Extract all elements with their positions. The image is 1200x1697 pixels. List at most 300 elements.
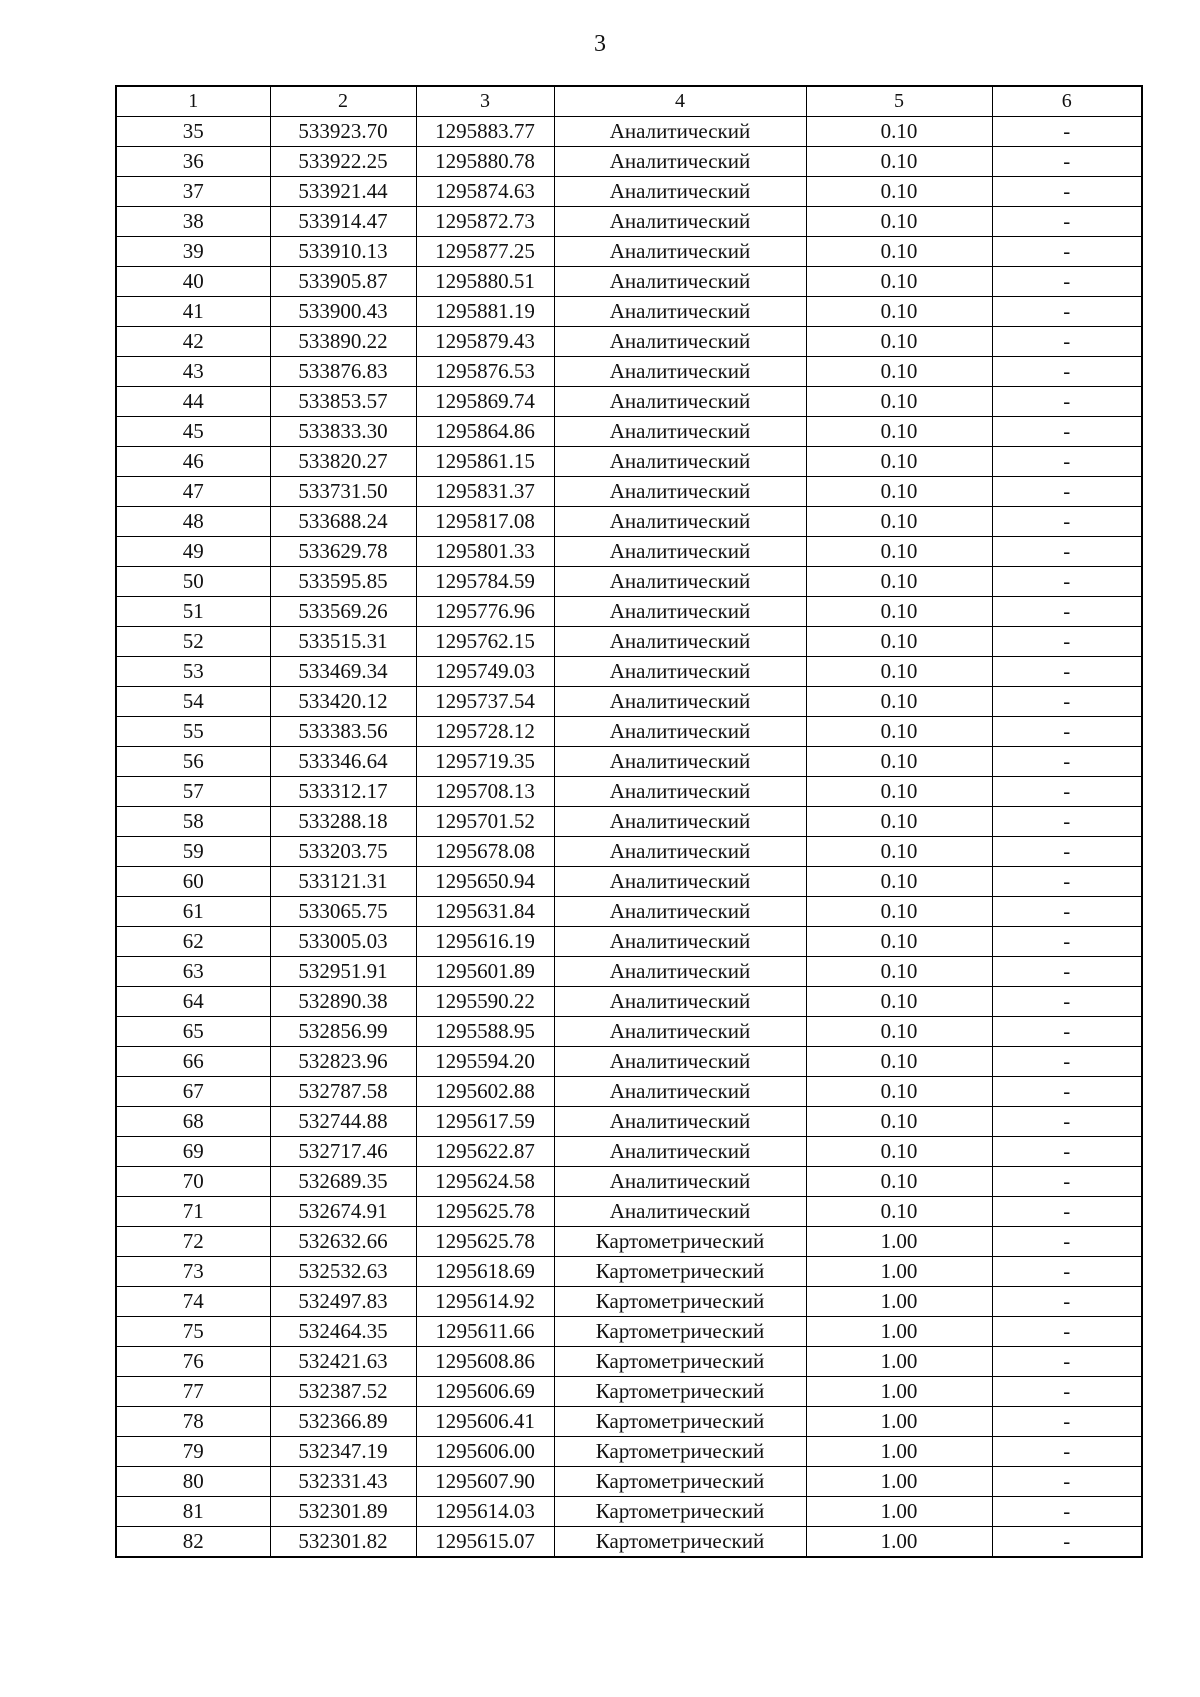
y-coordinate-cell: 1295880.51 [416,267,554,297]
note-cell: - [992,537,1142,567]
y-coordinate-cell: 1295872.73 [416,207,554,237]
point-number-cell: 63 [116,957,270,987]
table-row [116,1467,1142,1497]
method-cell: Аналитический [554,1047,806,1077]
x-coordinate-cell: 533914.47 [270,207,416,237]
y-coordinate-cell: 1295601.89 [416,957,554,987]
note-cell: - [992,1437,1142,1467]
x-coordinate-cell: 533469.34 [270,657,416,687]
note-cell: - [992,1527,1142,1558]
x-coordinate-cell: 532744.88 [270,1107,416,1137]
x-coordinate-cell: 533203.75 [270,837,416,867]
table-row [116,1437,1142,1467]
accuracy-cell: 1.00 [806,1377,992,1407]
table-row [116,987,1142,1017]
y-coordinate-cell: 1295606.69 [416,1377,554,1407]
y-coordinate-cell: 1295622.87 [416,1137,554,1167]
y-coordinate-cell: 1295876.53 [416,357,554,387]
table-row [116,687,1142,717]
point-number-cell: 67 [116,1077,270,1107]
x-coordinate-cell: 533853.57 [270,387,416,417]
y-coordinate-cell: 1295880.78 [416,147,554,177]
point-number-cell: 59 [116,837,270,867]
method-cell: Аналитический [554,657,806,687]
method-cell: Аналитический [554,207,806,237]
coordinates-table [115,85,1143,1558]
table-body [116,86,1142,1557]
y-coordinate-cell: 1295616.19 [416,927,554,957]
method-cell: Аналитический [554,687,806,717]
point-number-cell: 64 [116,987,270,1017]
table-row [116,327,1142,357]
note-cell: - [992,327,1142,357]
accuracy-cell: 0.10 [806,477,992,507]
x-coordinate-cell: 533910.13 [270,237,416,267]
table-row [116,1137,1142,1167]
x-coordinate-cell: 532301.89 [270,1497,416,1527]
table-row [116,777,1142,807]
accuracy-cell: 0.10 [806,267,992,297]
note-cell: - [992,1257,1142,1287]
x-coordinate-cell: 533876.83 [270,357,416,387]
point-number-cell: 70 [116,1167,270,1197]
y-coordinate-cell: 1295708.13 [416,777,554,807]
table-row [116,297,1142,327]
method-cell: Картометрический [554,1437,806,1467]
x-coordinate-cell: 533922.25 [270,147,416,177]
accuracy-cell: 0.10 [806,417,992,447]
y-coordinate-cell: 1295881.19 [416,297,554,327]
method-cell: Аналитический [554,267,806,297]
method-cell: Аналитический [554,417,806,447]
table-row [116,267,1142,297]
x-coordinate-cell: 532366.89 [270,1407,416,1437]
accuracy-cell: 1.00 [806,1437,992,1467]
y-coordinate-cell: 1295776.96 [416,597,554,627]
x-coordinate-cell: 533629.78 [270,537,416,567]
x-coordinate-cell: 532301.82 [270,1527,416,1558]
x-coordinate-cell: 533569.26 [270,597,416,627]
accuracy-cell: 0.10 [806,627,992,657]
x-coordinate-cell: 533312.17 [270,777,416,807]
y-coordinate-cell: 1295631.84 [416,897,554,927]
y-coordinate-cell: 1295719.35 [416,747,554,777]
x-coordinate-cell: 533905.87 [270,267,416,297]
method-cell: Картометрический [554,1497,806,1527]
accuracy-cell: 0.10 [806,567,992,597]
note-cell: - [992,747,1142,777]
x-coordinate-cell: 533820.27 [270,447,416,477]
header-cell-col2: 2 [270,86,416,117]
point-number-cell: 78 [116,1407,270,1437]
point-number-cell: 45 [116,417,270,447]
point-number-cell: 82 [116,1527,270,1558]
table-header-row [116,86,1142,117]
accuracy-cell: 0.10 [806,387,992,417]
accuracy-cell: 0.10 [806,777,992,807]
table-row [116,1017,1142,1047]
table-row [116,1497,1142,1527]
y-coordinate-cell: 1295877.25 [416,237,554,267]
accuracy-cell: 0.10 [806,657,992,687]
note-cell: - [992,1407,1142,1437]
point-number-cell: 55 [116,717,270,747]
point-number-cell: 38 [116,207,270,237]
y-coordinate-cell: 1295618.69 [416,1257,554,1287]
y-coordinate-cell: 1295874.63 [416,177,554,207]
table-row [116,147,1142,177]
x-coordinate-cell: 533731.50 [270,477,416,507]
note-cell: - [992,957,1142,987]
table-row [116,927,1142,957]
method-cell: Аналитический [554,147,806,177]
accuracy-cell: 0.10 [806,867,992,897]
x-coordinate-cell: 533515.31 [270,627,416,657]
method-cell: Аналитический [554,927,806,957]
note-cell: - [992,267,1142,297]
x-coordinate-cell: 532532.63 [270,1257,416,1287]
point-number-cell: 37 [116,177,270,207]
y-coordinate-cell: 1295614.03 [416,1497,554,1527]
x-coordinate-cell: 533346.64 [270,747,416,777]
point-number-cell: 47 [116,477,270,507]
point-number-cell: 65 [116,1017,270,1047]
y-coordinate-cell: 1295606.41 [416,1407,554,1437]
y-coordinate-cell: 1295749.03 [416,657,554,687]
x-coordinate-cell: 533065.75 [270,897,416,927]
note-cell: - [992,1227,1142,1257]
note-cell: - [992,807,1142,837]
y-coordinate-cell: 1295883.77 [416,117,554,147]
table-row [116,627,1142,657]
y-coordinate-cell: 1295588.95 [416,1017,554,1047]
x-coordinate-cell: 532674.91 [270,1197,416,1227]
y-coordinate-cell: 1295869.74 [416,387,554,417]
method-cell: Картометрический [554,1227,806,1257]
y-coordinate-cell: 1295728.12 [416,717,554,747]
point-number-cell: 41 [116,297,270,327]
note-cell: - [992,927,1142,957]
accuracy-cell: 0.10 [806,807,992,837]
note-cell: - [992,117,1142,147]
point-number-cell: 51 [116,597,270,627]
table-row [116,1347,1142,1377]
accuracy-cell: 0.10 [806,717,992,747]
x-coordinate-cell: 532787.58 [270,1077,416,1107]
header-cell-col1: 1 [116,86,270,117]
note-cell: - [992,867,1142,897]
accuracy-cell: 0.10 [806,237,992,267]
y-coordinate-cell: 1295817.08 [416,507,554,537]
x-coordinate-cell: 532497.83 [270,1287,416,1317]
note-cell: - [992,177,1142,207]
method-cell: Аналитический [554,807,806,837]
y-coordinate-cell: 1295784.59 [416,567,554,597]
note-cell: - [992,657,1142,687]
accuracy-cell: 0.10 [806,987,992,1017]
point-number-cell: 66 [116,1047,270,1077]
method-cell: Аналитический [554,837,806,867]
x-coordinate-cell: 533005.03 [270,927,416,957]
method-cell: Аналитический [554,357,806,387]
table-row [116,567,1142,597]
point-number-cell: 72 [116,1227,270,1257]
accuracy-cell: 1.00 [806,1257,992,1287]
method-cell: Картометрический [554,1257,806,1287]
note-cell: - [992,897,1142,927]
x-coordinate-cell: 532632.66 [270,1227,416,1257]
method-cell: Аналитический [554,447,806,477]
table-row [116,507,1142,537]
table-row [116,387,1142,417]
x-coordinate-cell: 533688.24 [270,507,416,537]
x-coordinate-cell: 533833.30 [270,417,416,447]
table-row [116,837,1142,867]
note-cell: - [992,987,1142,1017]
method-cell: Картометрический [554,1347,806,1377]
accuracy-cell: 1.00 [806,1287,992,1317]
point-number-cell: 50 [116,567,270,597]
note-cell: - [992,237,1142,267]
table-row [116,1227,1142,1257]
y-coordinate-cell: 1295701.52 [416,807,554,837]
x-coordinate-cell: 532464.35 [270,1317,416,1347]
method-cell: Картометрический [554,1287,806,1317]
note-cell: - [992,567,1142,597]
method-cell: Аналитический [554,297,806,327]
point-number-cell: 71 [116,1197,270,1227]
table-row [116,1197,1142,1227]
point-number-cell: 69 [116,1137,270,1167]
point-number-cell: 81 [116,1497,270,1527]
note-cell: - [992,477,1142,507]
page-number: 3 [594,31,606,57]
point-number-cell: 73 [116,1257,270,1287]
accuracy-cell: 1.00 [806,1497,992,1527]
y-coordinate-cell: 1295678.08 [416,837,554,867]
table-row [116,807,1142,837]
method-cell: Картометрический [554,1377,806,1407]
accuracy-cell: 0.10 [806,177,992,207]
note-cell: - [992,1317,1142,1347]
table-row [116,957,1142,987]
accuracy-cell: 0.10 [806,327,992,357]
point-number-cell: 52 [116,627,270,657]
accuracy-cell: 0.10 [806,1077,992,1107]
x-coordinate-cell: 533921.44 [270,177,416,207]
method-cell: Аналитический [554,987,806,1017]
point-number-cell: 48 [116,507,270,537]
table-row [116,717,1142,747]
accuracy-cell: 0.10 [806,357,992,387]
x-coordinate-cell: 532717.46 [270,1137,416,1167]
accuracy-cell: 0.10 [806,1047,992,1077]
table-row [116,1077,1142,1107]
point-number-cell: 42 [116,327,270,357]
table-row [116,417,1142,447]
method-cell: Картометрический [554,1407,806,1437]
x-coordinate-cell: 533595.85 [270,567,416,597]
x-coordinate-cell: 532689.35 [270,1167,416,1197]
table-row [116,477,1142,507]
method-cell: Аналитический [554,1077,806,1107]
y-coordinate-cell: 1295602.88 [416,1077,554,1107]
y-coordinate-cell: 1295624.58 [416,1167,554,1197]
y-coordinate-cell: 1295864.86 [416,417,554,447]
note-cell: - [992,627,1142,657]
method-cell: Картометрический [554,1527,806,1558]
point-number-cell: 74 [116,1287,270,1317]
table-row [116,117,1142,147]
table-row [116,1047,1142,1077]
method-cell: Аналитический [554,537,806,567]
accuracy-cell: 0.10 [806,837,992,867]
note-cell: - [992,1107,1142,1137]
point-number-cell: 77 [116,1377,270,1407]
table-row [116,1107,1142,1137]
table-row [116,447,1142,477]
point-number-cell: 39 [116,237,270,267]
table-row [116,357,1142,387]
x-coordinate-cell: 532951.91 [270,957,416,987]
method-cell: Аналитический [554,387,806,417]
note-cell: - [992,1017,1142,1047]
x-coordinate-cell: 533900.43 [270,297,416,327]
method-cell: Аналитический [554,1167,806,1197]
x-coordinate-cell: 533121.31 [270,867,416,897]
accuracy-cell: 1.00 [806,1227,992,1257]
point-number-cell: 46 [116,447,270,477]
note-cell: - [992,207,1142,237]
table-row [116,177,1142,207]
accuracy-cell: 0.10 [806,687,992,717]
point-number-cell: 57 [116,777,270,807]
y-coordinate-cell: 1295879.43 [416,327,554,357]
point-number-cell: 56 [116,747,270,777]
point-number-cell: 36 [116,147,270,177]
method-cell: Аналитический [554,867,806,897]
y-coordinate-cell: 1295594.20 [416,1047,554,1077]
accuracy-cell: 0.10 [806,927,992,957]
point-number-cell: 49 [116,537,270,567]
accuracy-cell: 0.10 [806,1107,992,1137]
point-number-cell: 53 [116,657,270,687]
table-row [116,597,1142,627]
accuracy-cell: 0.10 [806,747,992,777]
point-number-cell: 43 [116,357,270,387]
note-cell: - [992,597,1142,627]
note-cell: - [992,1077,1142,1107]
table-row [116,897,1142,927]
method-cell: Аналитический [554,777,806,807]
note-cell: - [992,1137,1142,1167]
method-cell: Аналитический [554,1107,806,1137]
note-cell: - [992,1467,1142,1497]
table-row [116,1317,1142,1347]
y-coordinate-cell: 1295861.15 [416,447,554,477]
method-cell: Аналитический [554,567,806,597]
point-number-cell: 62 [116,927,270,957]
point-number-cell: 79 [116,1437,270,1467]
point-number-cell: 40 [116,267,270,297]
x-coordinate-cell: 533420.12 [270,687,416,717]
accuracy-cell: 0.10 [806,897,992,927]
header-cell-col4: 4 [554,86,806,117]
y-coordinate-cell: 1295590.22 [416,987,554,1017]
method-cell: Аналитический [554,117,806,147]
note-cell: - [992,387,1142,417]
accuracy-cell: 1.00 [806,1317,992,1347]
accuracy-cell: 1.00 [806,1347,992,1377]
note-cell: - [992,1167,1142,1197]
table-row [116,207,1142,237]
y-coordinate-cell: 1295606.00 [416,1437,554,1467]
note-cell: - [992,357,1142,387]
method-cell: Аналитический [554,327,806,357]
accuracy-cell: 1.00 [806,1527,992,1558]
table-row [116,867,1142,897]
table-row [116,657,1142,687]
table-row [116,237,1142,267]
method-cell: Аналитический [554,177,806,207]
method-cell: Аналитический [554,1017,806,1047]
y-coordinate-cell: 1295614.92 [416,1287,554,1317]
note-cell: - [992,447,1142,477]
point-number-cell: 80 [116,1467,270,1497]
point-number-cell: 35 [116,117,270,147]
x-coordinate-cell: 532347.19 [270,1437,416,1467]
note-cell: - [992,417,1142,447]
note-cell: - [992,1047,1142,1077]
accuracy-cell: 0.10 [806,297,992,327]
note-cell: - [992,837,1142,867]
accuracy-cell: 1.00 [806,1407,992,1437]
y-coordinate-cell: 1295625.78 [416,1227,554,1257]
method-cell: Аналитический [554,717,806,747]
method-cell: Аналитический [554,477,806,507]
x-coordinate-cell: 533383.56 [270,717,416,747]
accuracy-cell: 0.10 [806,1017,992,1047]
note-cell: - [992,1197,1142,1227]
note-cell: - [992,507,1142,537]
method-cell: Аналитический [554,237,806,267]
y-coordinate-cell: 1295607.90 [416,1467,554,1497]
method-cell: Аналитический [554,897,806,927]
note-cell: - [992,1377,1142,1407]
method-cell: Аналитический [554,507,806,537]
x-coordinate-cell: 532856.99 [270,1017,416,1047]
table-row [116,1527,1142,1558]
x-coordinate-cell: 533288.18 [270,807,416,837]
point-number-cell: 60 [116,867,270,897]
note-cell: - [992,1287,1142,1317]
x-coordinate-cell: 532387.52 [270,1377,416,1407]
method-cell: Аналитический [554,1197,806,1227]
note-cell: - [992,297,1142,327]
point-number-cell: 75 [116,1317,270,1347]
accuracy-cell: 0.10 [806,507,992,537]
point-number-cell: 76 [116,1347,270,1377]
x-coordinate-cell: 532331.43 [270,1467,416,1497]
header-cell-col3: 3 [416,86,554,117]
note-cell: - [992,777,1142,807]
method-cell: Аналитический [554,1137,806,1167]
x-coordinate-cell: 532421.63 [270,1347,416,1377]
y-coordinate-cell: 1295762.15 [416,627,554,657]
accuracy-cell: 0.10 [806,207,992,237]
note-cell: - [992,717,1142,747]
note-cell: - [992,1497,1142,1527]
